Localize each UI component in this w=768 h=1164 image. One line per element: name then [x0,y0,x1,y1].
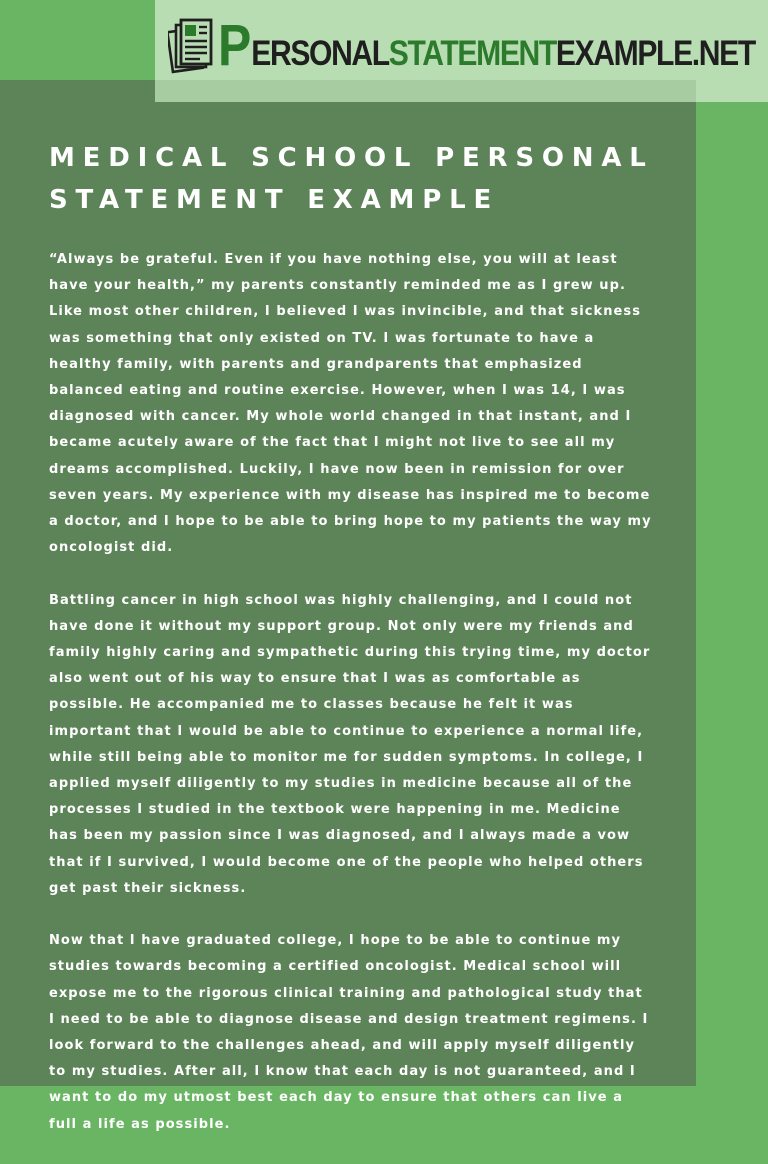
paragraph-1: “Always be grateful. Even if you have nothing else, you will at least have your health,” my parents constantly reminded me as I grew up. Like most other children, I believed I was invincible, and that sickness was something that only existed on TV. I was fortunate to have a healthy family, with parents and grandparents that emphasized balanced eating and routine exercise. However, when I was 14, I was diagnosed with cancer. My whole world changed in that instant, and I became acutely aware of the fact that I might not live to see all my dreams accomplished. Luckily, I have now been in remission for over seven years. My experience with my disease has inspired me to become a doctor, and I hope to be able to bring hope to my patients the way my oncologist did. [49,252,652,556]
logo-wordmark [218,13,755,78]
logo-initial: P [218,13,252,78]
logo-word-statement: STATEMENT [388,34,556,73]
statement-body [49,247,654,1164]
documents-icon [168,16,216,76]
site-logo[interactable] [168,14,768,78]
header-tab [155,80,696,102]
logo-word-example-net: EXAMPLE.NET [555,34,755,73]
paragraph-3: Now that I have graduated college, I hope to be able to continue my studies towards becoming a certified oncologist. Medical school will expose me to the rigorous clinical training and pathological study that I need to be able to diagnose disease and design treatment regimens. I look forward to the challenges ahead, and will apply myself diligently to my studies. After all, I know that each day is not guaranteed, and I want to do my utmost best each day to ensure that others can live a full a life as possible. [49,933,649,1132]
logo-word-personal: ERSONAL [251,34,389,73]
page-title: MEDICAL SCHOOL PERSONAL STATEMENT EXAMPLE [49,143,654,215]
paragraph-2: Battling cancer in high school was highly challenging, and I could not have done it without my support group. Not only were my friends and family highly caring and sympathetic during this trying time, my doctor also went out of his way to ensure that I was as comfortable as possible. He accompanied me to classes because he felt it was important that I would be able to continue to experience a normal life, while still being able to monitor me for sudden symptoms. In college, I applied myself diligently to my studies in medicine because all of the processes I studied in the textbook were happening in me. Medicine has been my passion since I was diagnosed, and I always made a vow that if I survived, I would become one of the people who helped others get past their sickness. [49,592,651,896]
